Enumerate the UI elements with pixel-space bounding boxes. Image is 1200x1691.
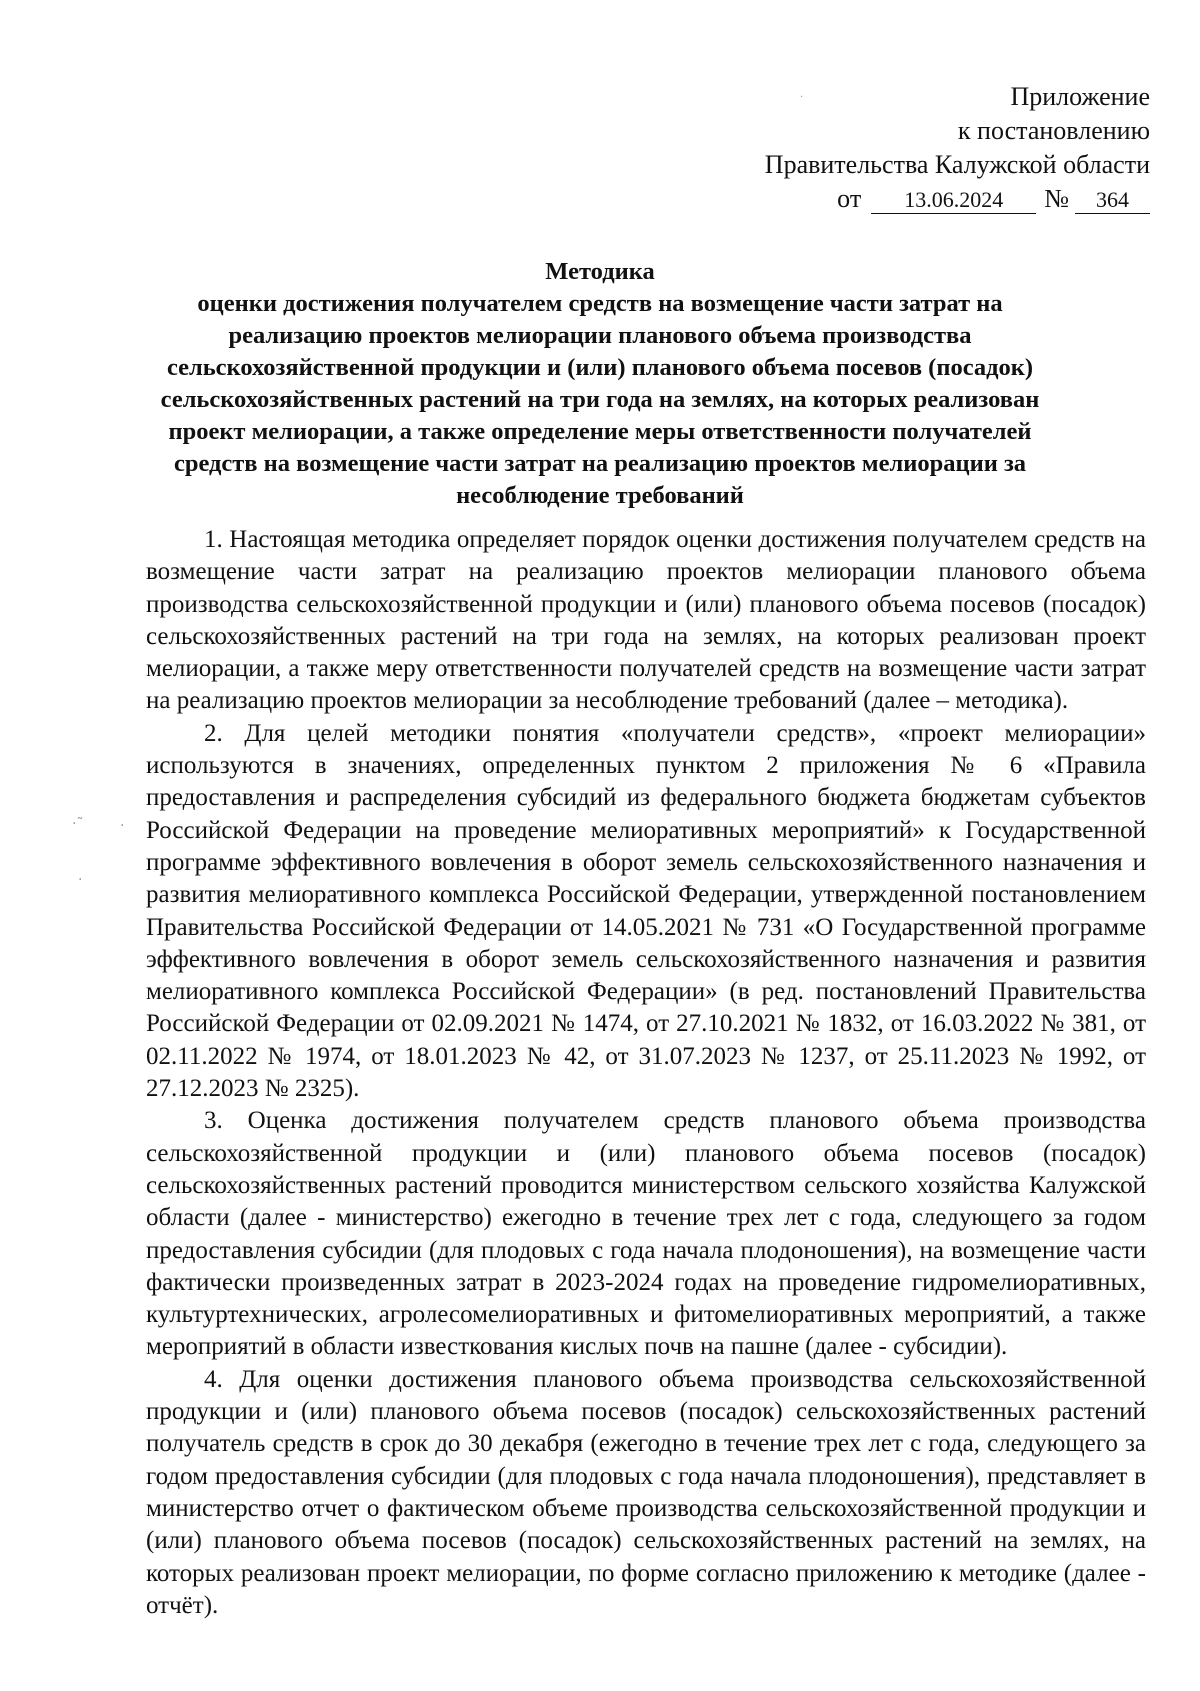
appendix-date-number — [630, 182, 1150, 216]
appendix-header — [630, 80, 1150, 216]
appendix-resolution-ref: к постановлению — [957, 116, 1150, 145]
title-main: Методика — [545, 258, 655, 285]
paragraph-2: 2. Для целей методики понятия «получатели средств», «проект мелиорации» используются в значениях, определенных пунктом 2 приложения № 6 «Правила предоставления и распределения субсидий из федерального бюджета бюджетам субъектов Российской Федерации на проведение мелиоративных мероприятий» к Государственной программе эффективного вовлечения в оборот земель сельскохозяйственного назначения и развития мелиоративного комплекса Российской Федерации, утвержденной постановлением Правительства Российской Федерации от 14.05.2021 № 731 «О Государственной программе эффективного вовлечения в оборот земель сельскохозяйственного назначения и развития мелиоративного комплекса Российской Федерации» (в ред. постановлений Правительства Российской Федерации от 02.09.2021 № 1474, от 27.10.2021 № 1832, от 16.03.2022 № 381, от 02.11.2022 № 1974, от 18.01.2023 № 42, от 31.07.2023 № 1237, от 25.11.2023 № 1992, от 27.12.2023 № 2325). — [146, 719, 1146, 1103]
title-subtitle: оценки достижения получателем средств на возмещение части затрат на реализацию проектов мелиорации планового объема производства сельскохозяйственной продукции и (или) планового объема посевов (посадок) сельскохозяйственных растений на три года на землях, на которых реализован проект мелиорации, а также определение меры ответственности получателей средств на возмещение части затрат на реализацию проектов мелиорации за несоблюдение требований — [160, 290, 1040, 509]
number-value: 364 — [1075, 187, 1150, 214]
paragraph-1: 1. Настоящая методика определяет порядок оценки достижения получателем средств на возмещение части затрат на реализацию проектов мелиорации планового объема производства сельскохозяйственной продукции и (или) планового объема посевов (посадок) сельскохозяйственных растений на три года на землях, на которых реализован проект мелиорации, а также меру ответственности получателей средств на возмещение части затрат на реализацию проектов мелиорации за несоблюдение требований (далее – методика). — [146, 526, 1146, 715]
scan-speck: · — [78, 872, 83, 888]
appendix-label: Приложение — [1010, 82, 1150, 111]
paragraph-4: 4. Для оценки достижения планового объема производства сельскохозяйственной продукции и (или) планового объема посевов (посадок) сельскохозяйственных растений получатель средств в срок до 30 декабря (ежегодно в течение трех лет с года, следующего за годом предоставления субсидии (для плодовых с года начала плодоношения), представляет в министерство отчет о фактическом объеме производства сельскохозяйственной продукции и (или) планового объема посевов (посадок) сельскохозяйственных растений на землях, на которых реализован проект мелиорации, по форме согласно приложению к методике (далее - отчёт). — [146, 1365, 1146, 1619]
date-value: 13.06.2024 — [871, 187, 1036, 214]
appendix-government: Правительства Калужской области — [764, 150, 1150, 179]
document-body — [146, 524, 1146, 1622]
number-sign: № — [1044, 184, 1069, 213]
scan-speck: · — [120, 818, 125, 834]
paragraph-3: 3. Оценка достижения получателем средств планового объема производства сельскохозяйственной продукции и (или) планового объема посевов (посадок) сельскохозяйственных растений проводится министерством сельского хозяйства Калужской области (далее - министерство) ежегодно в течение трех лет с года, следующего за годом предоставления субсидии (для плодовых с года начала плодоношения), на возмещение части фактически произведенных затрат в 2023-2024 годах на проведение гидромелиоративных, культуртехнических, агролесомелиоративных и фитомелиоративных мероприятий, а также мероприятий в области известкования кислых почв на пашне (далее - субсидии). — [146, 1107, 1146, 1361]
date-prefix: от — [837, 184, 862, 213]
scan-speck: ·˜ — [72, 816, 84, 832]
scan-speck: · — [800, 92, 804, 103]
document-title — [130, 256, 1070, 512]
